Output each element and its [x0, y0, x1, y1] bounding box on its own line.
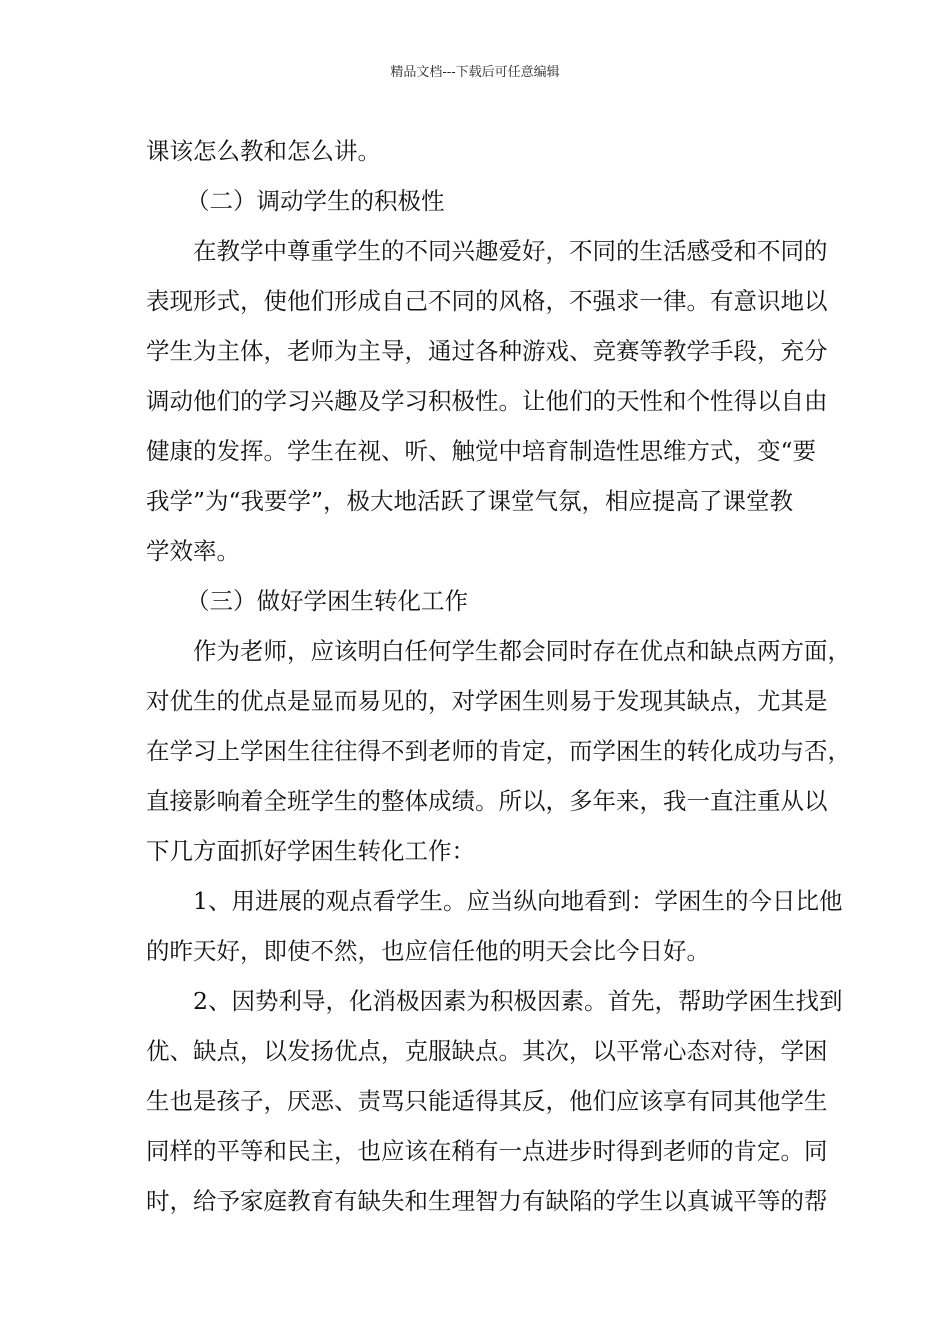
section-heading: （二）调动学生的积极性: [186, 187, 445, 215]
page-header: 精品文档---下载后可任意编辑: [390, 65, 560, 80]
text-line: 下几方面抓好学困生转化工作：: [146, 837, 475, 865]
text-line: 直接影响着全班学生的整体成绩。所以，多年来，我一直注重从以: [146, 787, 828, 815]
text-line: 我学”为“我要学”，极大地活跃了课堂气氛，相应提高了课堂教: [146, 487, 794, 515]
text-line: 表现形式，使他们形成自己不同的风格，不强求一律。有意识地以: [146, 287, 828, 315]
text-line: 调动他们的学习兴趣及学习积极性。让他们的天性和个性得以自由: [146, 387, 828, 415]
text-line: 生也是孩子，厌恶、责骂只能适得其反，他们应该享有同其他学生: [146, 1087, 828, 1115]
text-line: 在学习上学困生往往得不到老师的肯定，而学困生的转化成功与否，: [146, 737, 851, 765]
text-line: 学效率。: [146, 537, 240, 565]
text-line: 同样的平等和民主，也应该在稍有一点进步时得到老师的肯定。同: [146, 1137, 828, 1165]
text-line: 的昨天好，即使不然，也应信任他的明天会比今日好。: [146, 937, 710, 965]
document-body: [146, 126, 851, 1226]
text-line: 1、用进展的观点看学生。应当纵向地看到：学困生的今日比他: [193, 887, 843, 915]
text-line: 时，给予家庭教育有缺失和生理智力有缺陷的学生以真诚平等的帮: [146, 1187, 828, 1215]
text-line: 课该怎么教和怎么讲。: [146, 137, 381, 165]
text-line: 优、缺点，以发扬优点，克服缺点。其次，以平常心态对待，学困: [146, 1037, 828, 1065]
text-line: 在教学中尊重学生的不同兴趣爱好，不同的生活感受和不同的: [193, 237, 828, 265]
text-line: 对优生的优点是显而易见的，对学困生则易于发现其缺点，尤其是: [146, 687, 828, 715]
text-line: 健康的发挥。学生在视、听、触觉中培育制造性思维方式，变“要: [146, 437, 817, 465]
text-line: 作为老师，应该明白任何学生都会同时存在优点和缺点两方面，: [193, 637, 851, 665]
section-heading: （三）做好学困生转化工作: [186, 587, 468, 615]
text-line: 2、因势利导，化消极因素为积极因素。首先，帮助学困生找到: [193, 987, 843, 1015]
text-line: 学生为主体，老师为主导，通过各种游戏、竞赛等教学手段，充分: [146, 337, 828, 365]
